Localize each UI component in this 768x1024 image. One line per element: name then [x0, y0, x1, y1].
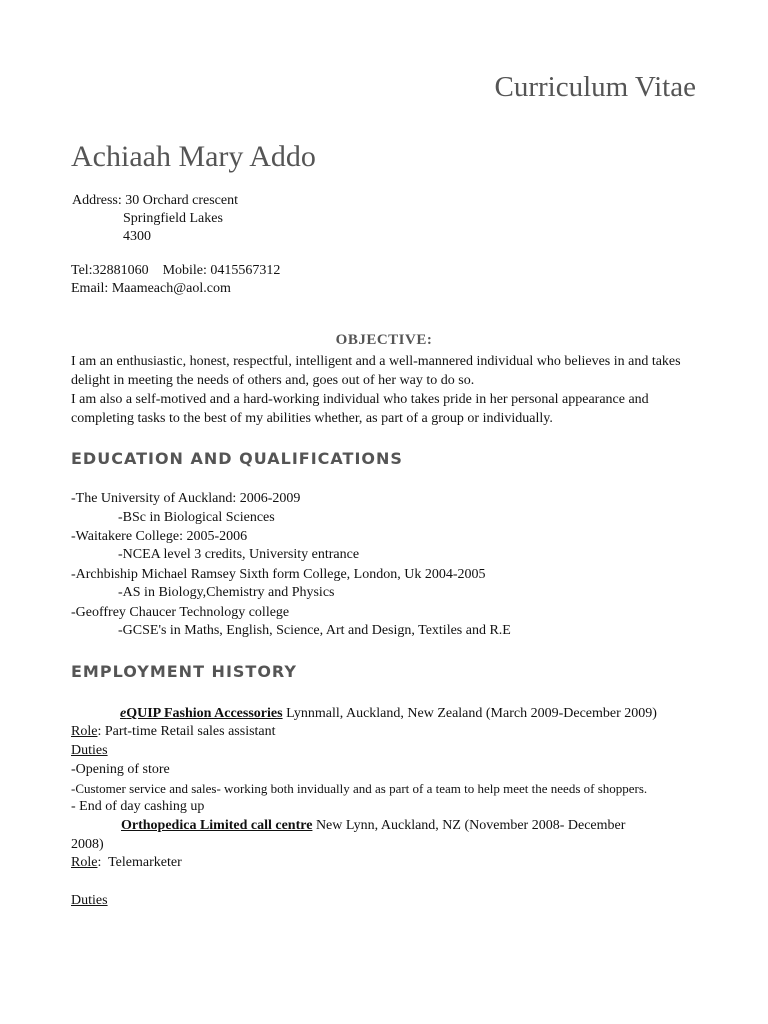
education-school: -Waitakere College: 2005-2006 [71, 529, 248, 544]
job-2-duties-label: Duties [71, 893, 108, 908]
job-1-header [120, 705, 657, 723]
duty-item: -Customer service and sales- working both invidually and as part of a team to help meet the needs of shoppers. [71, 781, 648, 796]
job-2-role [71, 854, 182, 872]
job-1-role [71, 723, 276, 741]
role-value: : Telemarketer [97, 855, 182, 870]
education-detail: -AS in Biology,Chemistry and Physics [118, 585, 335, 600]
objective-paragraph-2: I am also a self-motived and a hard-working individual who takes pride in her personal appearance and completing tasks to the best of my abilities whether, as part of a group or individually. [71, 392, 649, 426]
duty-item: -Opening of store [71, 762, 170, 777]
job-2-employer: Orthopedica Limited call centre [121, 818, 313, 833]
address-line-2: Springfield Lakes [123, 211, 223, 226]
address-line-3: 4300 [123, 229, 151, 244]
objective-paragraph-1: I am an enthusiastic, honest, respectful, intelligent and a well-mannered individual who believes in and takes delight in meeting the needs of others and, goes out of her way to do so. [71, 354, 681, 388]
duty-item: - End of day cashing up [71, 799, 205, 814]
job-1-location: Lynnmall, Auckland, New Zealand (March 2009-December 2009) [282, 706, 657, 721]
job-1-duties-label: Duties [71, 743, 108, 758]
education-detail: -NCEA level 3 credits, University entrance [118, 547, 360, 562]
job-2-header [121, 817, 625, 835]
objective-heading: OBJECTIVE: [335, 332, 433, 348]
education-detail: -BSc in Biological Sciences [118, 510, 275, 525]
education-school: -Archbiship Michael Ramsey Sixth form College, London, Uk 2004-2005 [71, 567, 486, 582]
education-school: -Geoffrey Chaucer Technology college [71, 605, 290, 620]
applicant-name: Achiaah Mary Addo [71, 140, 316, 173]
role-value: : Part-time Retail sales assistant [97, 724, 276, 739]
role-label: Role [71, 724, 98, 739]
phone-numbers: Tel:32881060 Mobile: 0415567312 [71, 263, 281, 278]
job-2-location-continued: 2008) [71, 837, 104, 852]
email-line: Email: Maameach@aol.com [71, 281, 231, 296]
employment-heading: EMPLOYMENT HISTORY [71, 662, 297, 681]
job-2-location: New Lynn, Auckland, NZ (November 2008- December [312, 818, 626, 833]
education-heading: EDUCATION AND QUALIFICATIONS [71, 449, 403, 468]
job-1-employer: eQUIP Fashion Accessories [120, 706, 283, 721]
document-title: Curriculum Vitae [494, 71, 696, 103]
address-line-1: Address: 30 Orchard crescent [72, 193, 238, 208]
role-label: Role [71, 855, 98, 870]
education-school: -The University of Auckland: 2006-2009 [71, 491, 301, 506]
education-detail: -GCSE's in Maths, English, Science, Art and Design, Textiles and R.E [118, 623, 511, 638]
